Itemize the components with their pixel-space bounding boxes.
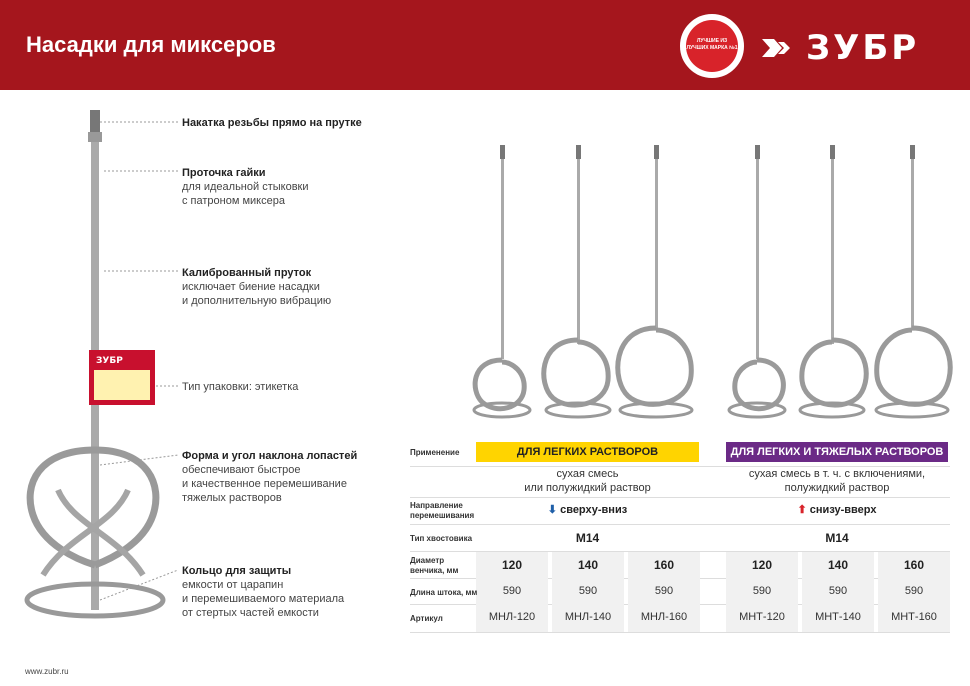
- diameter-mnt-160: 160: [903, 558, 925, 572]
- table-divider: [410, 497, 950, 498]
- quality-badge: [680, 14, 744, 78]
- brand-arrows-icon: [760, 33, 800, 63]
- callout-title: Калиброванный пруток: [182, 267, 312, 279]
- row-label-length: Длина штока, мм: [410, 588, 478, 597]
- callout-line: тяжелых растворов: [182, 492, 282, 504]
- length-mnt-140: 590: [828, 585, 848, 597]
- direction-text: сверху-вниз: [560, 504, 628, 516]
- callout-line: для идеальной стыковки: [182, 181, 309, 193]
- page-title: Насадки для миксеров: [26, 32, 276, 57]
- brand-logo: [760, 28, 919, 68]
- label-brand-text: ЗУБР: [96, 356, 123, 366]
- callout-line: обеспечивают быстрое: [182, 464, 301, 476]
- row-label-shank: Тип хвостовика: [410, 534, 473, 543]
- group-light-description: [476, 467, 699, 495]
- length-mnl-160: 590: [654, 585, 674, 597]
- group-heavy-description: [726, 467, 948, 495]
- callout-title: Кольцо для защиты: [182, 565, 292, 577]
- article-mnl-160: МНЛ-160: [640, 611, 688, 623]
- callout-title: Форма и угол наклона лопастей: [182, 450, 358, 462]
- mixer-mnt-160: [876, 145, 950, 417]
- callout-ring: [182, 564, 344, 620]
- footer-url: www.zubr.ru: [25, 667, 69, 676]
- callout-calibrated-rod: [182, 266, 331, 308]
- group-heavy-direction: [726, 503, 948, 516]
- badge-thumb-icon: [686, 20, 738, 72]
- article-mnt-140: МНТ-140: [815, 611, 861, 623]
- article-mnl-140: МНЛ-140: [564, 611, 612, 623]
- direction-text: снизу-вверх: [809, 504, 877, 516]
- group-heavy-shank: М14: [825, 531, 849, 545]
- brand-name: ЗУБР: [806, 28, 920, 68]
- length-mnt-160: 590: [904, 585, 924, 597]
- callout-line: исключает биение насадки: [182, 281, 320, 293]
- callout-lines: [0, 0, 190, 686]
- description-line: или полужидкий раствор: [524, 482, 651, 494]
- diameter-mnl-160: 160: [653, 558, 675, 572]
- group-light-pill: ДЛЯ ЛЕГКИХ РАСТВОРОВ: [476, 442, 699, 462]
- callout-title: Накатка резьбы прямо на прутке: [182, 117, 362, 129]
- description-line: сухая смесь в т. ч. с включениями,: [748, 468, 926, 480]
- callout-packaging: [182, 380, 298, 394]
- mixer-mnl-160: [618, 145, 692, 417]
- callout-line: от стертых частей емкости: [182, 607, 319, 619]
- callout-title: Проточка гайки: [182, 167, 266, 179]
- article-mnt-120: МНТ-120: [739, 611, 785, 623]
- description-line: сухая смесь: [556, 468, 619, 480]
- mixer-mnt-120: [729, 145, 785, 417]
- row-label-application: Применение: [410, 448, 460, 457]
- callout-line: и перемешиваемого материала: [182, 593, 345, 605]
- callout-line: и качественное перемешивание: [182, 478, 347, 490]
- description-line: полужидкий раствор: [784, 482, 890, 494]
- diameter-mnl-140: 140: [577, 558, 599, 572]
- arrow-down-icon: ⬇: [547, 504, 558, 516]
- callout-blades: [182, 449, 357, 505]
- table-divider: [410, 524, 950, 525]
- row-label-direction: Направление перемешивания: [410, 501, 475, 520]
- group-light-direction: [476, 503, 699, 516]
- row-label-diameter: Диаметр венчика, мм: [410, 556, 459, 575]
- length-mnl-120: 590: [502, 585, 522, 597]
- diameter-mnt-120: 120: [751, 558, 773, 572]
- table-divider: [410, 632, 950, 633]
- callout-thread: [182, 116, 362, 130]
- length-mnt-120: 590: [752, 585, 772, 597]
- callout-line: и дополнительную вибрацию: [182, 295, 332, 307]
- row-label-article: Артикул: [410, 614, 443, 623]
- mixer-mnl-140: [544, 145, 610, 417]
- article-mnt-160: МНТ-160: [891, 611, 937, 623]
- arrow-up-icon: ⬆: [797, 504, 807, 516]
- callout-line: с патроном миксера: [182, 195, 285, 207]
- group-light-shank: М14: [575, 531, 600, 545]
- callout-line: емкости от царапин: [182, 579, 284, 591]
- diameter-mnl-120: 120: [501, 558, 523, 572]
- group-heavy-pill: ДЛЯ ЛЕГКИХ И ТЯЖЕЛЫХ РАСТВОРОВ: [726, 442, 948, 462]
- callout-line: Тип упаковки: этикетка: [182, 381, 299, 393]
- callout-nut-groove: [182, 166, 309, 208]
- badge-text: ЛУЧШИЕ ИЗ ЛУЧШИХ МАРКА №1: [686, 38, 738, 51]
- length-mnl-140: 590: [578, 585, 598, 597]
- article-mnl-120: МНЛ-120: [488, 611, 536, 623]
- diameter-mnt-140: 140: [827, 558, 849, 572]
- product-mixers: [460, 140, 960, 430]
- mixer-mnt-140: [800, 145, 866, 417]
- mixer-mnl-120: [474, 145, 530, 417]
